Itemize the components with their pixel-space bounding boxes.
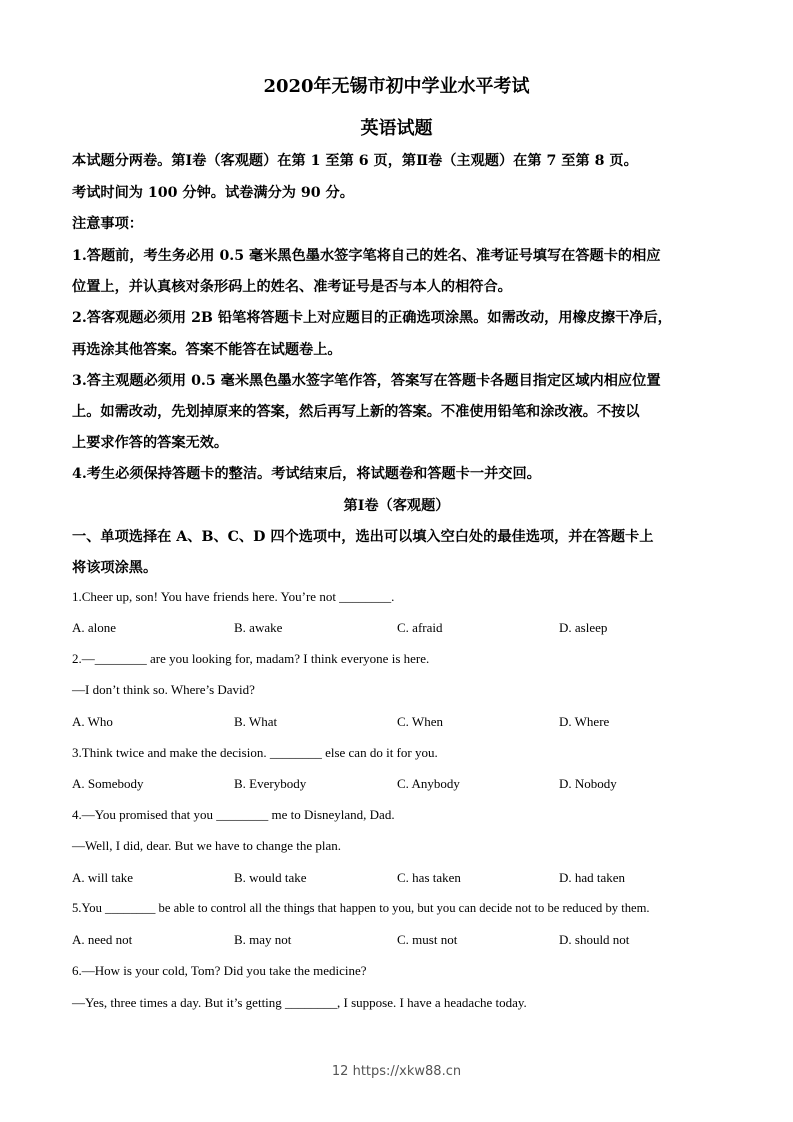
option-d: D. had taken [559, 870, 626, 885]
option-a: A. Who [72, 714, 113, 729]
notice-heading: 注意事项： [72, 216, 143, 232]
notice-item-3-cont: 上要求作答的答案无效。 [72, 435, 229, 451]
notice-item-4: 4.考生必须保持答题卡的整洁。考试结束后，将试题卷和答题卡一并交回。 [72, 466, 541, 482]
option-b: B. would take [234, 870, 307, 885]
option-b: B. may not [234, 932, 292, 947]
option-a: A. will take [72, 870, 134, 885]
option-d: D. should not [559, 932, 630, 947]
option-d: D. Nobody [559, 776, 617, 791]
question-4: 4.—You promised that you ________ me to Disneyland, Dad. [72, 807, 395, 822]
section-instruction: 一、单项选择在 A、B、C、D 四个选项中，选出可以填入空白处的最佳选项，并在答题卡上 [72, 529, 654, 545]
question-6: 6.—How is your cold, Tom? Did you take the medicine? [72, 963, 367, 978]
notice-item-2-cont: 再选涂其他答案。答案不能答在试题卷上。 [72, 342, 342, 358]
question-2-options [72, 714, 727, 732]
notice-item-3: 3.答主观题必须用 0.5 毫米黑色墨水签字笔作答，答案写在答题卡各题目指定区域内相应位置 [72, 373, 661, 389]
section-title: 第Ⅰ卷（客观题） [343, 498, 450, 514]
option-c: C. must not [397, 932, 458, 947]
option-b: B. awake [234, 620, 283, 635]
question-4-options [72, 870, 727, 888]
question-2: 2.—________ are you looking for, madam? I think everyone is here. [72, 651, 430, 666]
question-3-options [72, 776, 727, 794]
exam-title: 2020年无锡市初中学业水平考试 [263, 76, 530, 97]
option-a: A. need not [72, 932, 133, 947]
option-a: A. alone [72, 620, 117, 635]
option-a: A. Somebody [72, 776, 144, 791]
option-d: D. Where [559, 714, 610, 729]
question-1-options [72, 620, 727, 638]
notice-item-2: 2.答客观题必须用 2B 铅笔将答题卡上对应题目的正确选项涂黑。如需改动，用橡皮擦干净后， [72, 310, 672, 326]
page-footer: 12 https://xkw88.cn [331, 1064, 462, 1079]
intro-line: 本试题分两卷。第Ⅰ卷（客观题）在第 1 至第 6 页，第Ⅱ卷（主观题）在第 7 至第 8 页。 [72, 153, 638, 169]
question-5-options [72, 932, 727, 950]
intro-line: 考试时间为 100 分钟。试卷满分为 90 分。 [72, 185, 354, 201]
option-c: C. When [397, 714, 443, 729]
option-c: C. afraid [397, 620, 443, 635]
question-5: 5.You ________ be able to control all the things that happen to you, but you can decide not to be reduced by them. [72, 901, 650, 915]
option-c: C. Anybody [397, 776, 460, 791]
question-1: 1.Cheer up, son! You have friends here. You’re not ________. [72, 589, 395, 604]
notice-item-1-cont: 位置上，并认真核对条形码上的姓名、准考证号是否与本人的相符合。 [72, 279, 512, 295]
option-b: B. Everybody [234, 776, 307, 791]
question-2-reply: —I don’t think so. Where’s David? [72, 682, 255, 697]
option-d: D. asleep [559, 620, 608, 635]
notice-item-1: 1.答题前，考生务必用 0.5 毫米黑色墨水签字笔将自己的姓名、准考证号填写在答题卡的相应 [72, 248, 661, 264]
question-4-reply: —Well, I did, dear. But we have to change the plan. [72, 838, 341, 853]
option-c: C. has taken [397, 870, 461, 885]
question-3: 3.Think twice and make the decision. ________ else can do it for you. [72, 745, 438, 760]
question-6-reply: —Yes, three times a day. But it’s getting ________, I suppose. I have a headache today. [72, 995, 527, 1010]
notice-item-3-cont: 上。如需改动，先划掉原来的答案，然后再写上新的答案。不准使用铅笔和涂改液。不按以 [72, 404, 640, 420]
exam-subject-title: 英语试题 [360, 118, 433, 139]
section-instruction-cont: 将该项涂黑。 [72, 560, 158, 576]
option-b: B. What [234, 714, 278, 729]
